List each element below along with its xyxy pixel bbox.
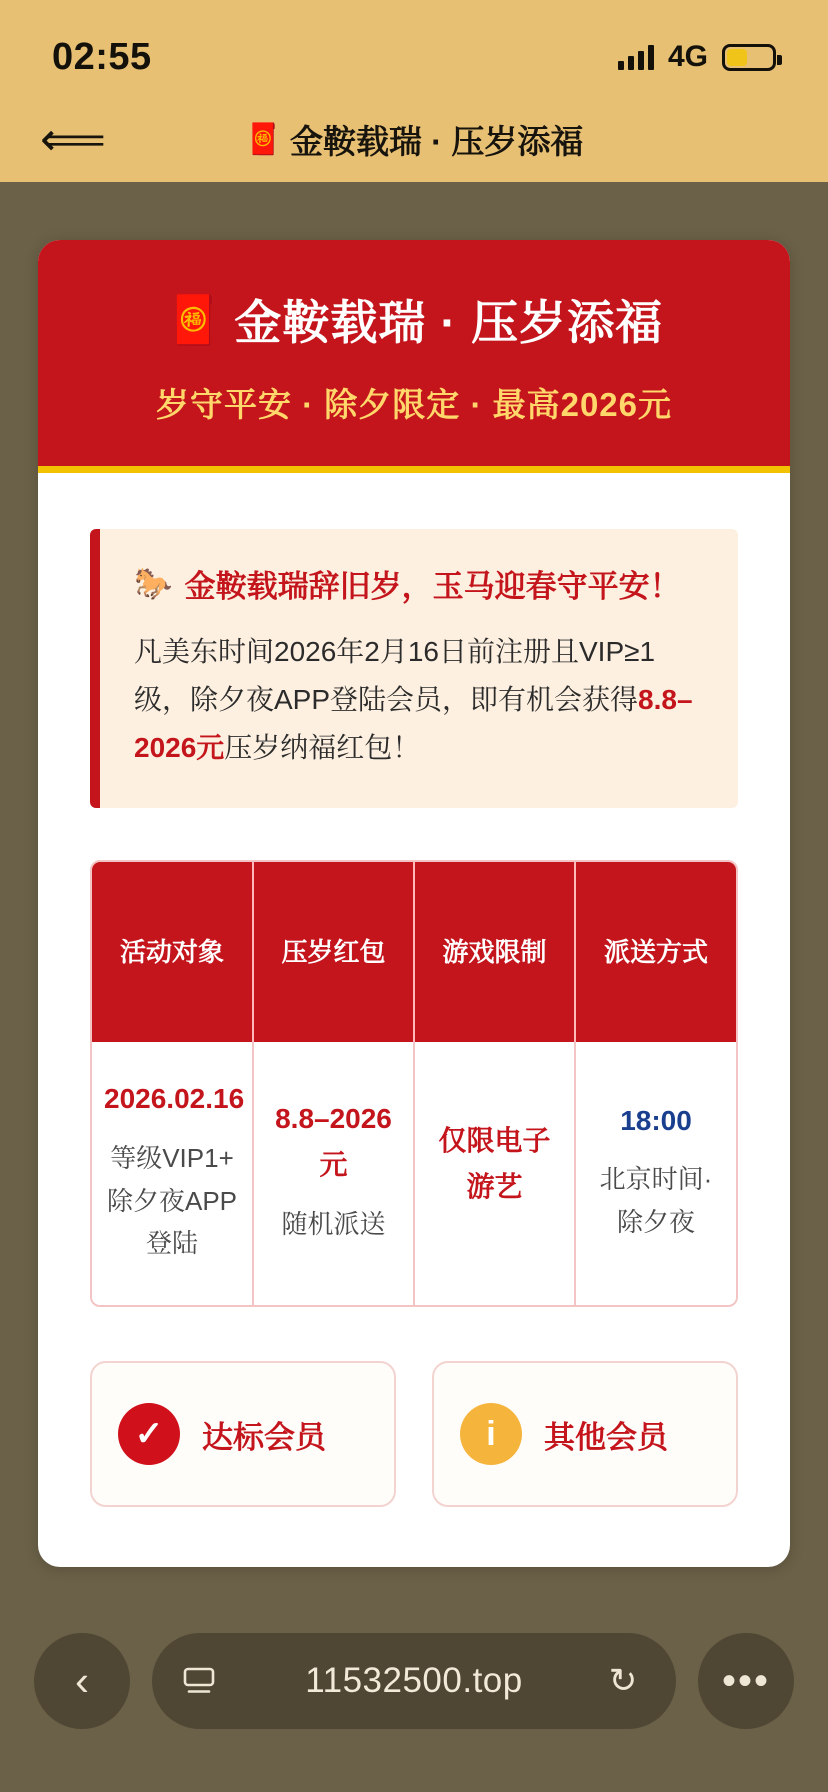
status-time: 02:55	[52, 35, 152, 78]
table-header-cell: 游戏限制	[414, 862, 575, 1042]
table-header-row	[92, 862, 736, 1042]
table-header-cell: 压岁红包	[253, 862, 414, 1042]
table-cell-sub: 等级VIP1+ 除夕夜APP登陆	[106, 1142, 238, 1259]
table-cell	[575, 1042, 736, 1305]
notice-heading-text: 金鞍载瑞辞旧岁，玉马迎春守平安！	[184, 569, 681, 604]
member-option-cards	[90, 1361, 738, 1567]
promo-hero-subtitle: 岁守平安 · 除夕限定 · 最高2026元	[155, 386, 673, 423]
promo-body	[38, 473, 790, 1567]
horse-icon: 🐎	[134, 566, 173, 601]
notice-box	[90, 529, 738, 808]
promo-hero-title-text: 金鞍载瑞 · 压岁添福	[234, 296, 664, 349]
option-card-label: 达标会员	[202, 1419, 326, 1455]
promo-hero-title	[58, 286, 770, 353]
table-cell-main: 2026.02.16	[104, 1083, 245, 1115]
table-cell-main: 8.8–2026元	[275, 1103, 392, 1181]
table-cell-main: 18:00	[620, 1104, 692, 1136]
table-cell-sub: 北京时间· 除夕夜	[599, 1164, 713, 1237]
info-table	[92, 862, 736, 1305]
page-title-text: 金鞍载瑞 · 压岁添福	[290, 122, 584, 160]
page-title	[0, 113, 828, 165]
back-arrow-icon[interactable]: ⟸	[40, 113, 106, 165]
red-envelope-icon: 🧧	[244, 122, 283, 156]
chevron-left-icon[interactable]: ‹	[34, 1633, 130, 1729]
status-bar	[0, 0, 828, 96]
notice-highlight: 8.8–2026元	[134, 684, 693, 764]
browser-title-bar	[0, 96, 828, 182]
signal-bars-icon	[618, 44, 654, 70]
network-type-label: 4G	[667, 40, 708, 73]
notice-text	[134, 628, 704, 772]
info-icon: i	[460, 1403, 522, 1465]
info-table-wrapper	[90, 860, 738, 1307]
table-header-cell: 活动对象	[92, 862, 253, 1042]
table-cell-main: 仅限电子游艺	[438, 1124, 551, 1202]
url-text[interactable]: 11532500.top	[305, 1661, 523, 1700]
more-dots-icon[interactable]: •••	[698, 1633, 794, 1729]
url-bar[interactable]	[152, 1633, 676, 1729]
option-card-qualified[interactable]	[90, 1361, 396, 1507]
table-cell	[253, 1042, 414, 1305]
web-content-viewport[interactable]	[0, 182, 828, 1604]
table-cell	[414, 1042, 575, 1305]
table-cell-sub: 随机派送	[281, 1208, 386, 1239]
reader-view-icon[interactable]	[182, 1666, 228, 1696]
check-icon: ✓	[118, 1403, 180, 1465]
reload-icon[interactable]: ↻	[608, 1662, 638, 1700]
table-row	[92, 1042, 736, 1305]
browser-bottom-bar	[0, 1604, 828, 1792]
option-card-label: 其他会员	[544, 1419, 668, 1455]
option-card-other[interactable]	[432, 1361, 738, 1507]
notice-text-part2: 压岁纳福红包！	[224, 732, 421, 764]
promo-hero-banner	[38, 240, 790, 473]
battery-icon	[722, 44, 776, 71]
table-cell	[92, 1042, 253, 1305]
status-indicators	[618, 40, 776, 74]
notice-heading	[134, 561, 704, 606]
red-envelope-icon: 🧧	[164, 292, 225, 346]
promo-card	[38, 240, 790, 1567]
table-header-cell: 派送方式	[575, 862, 736, 1042]
notice-text-part1: 凡美东时间2026年2月16日前注册且VIP≥1级，除夕夜APP登陆会员，即有机会获得	[134, 636, 656, 716]
